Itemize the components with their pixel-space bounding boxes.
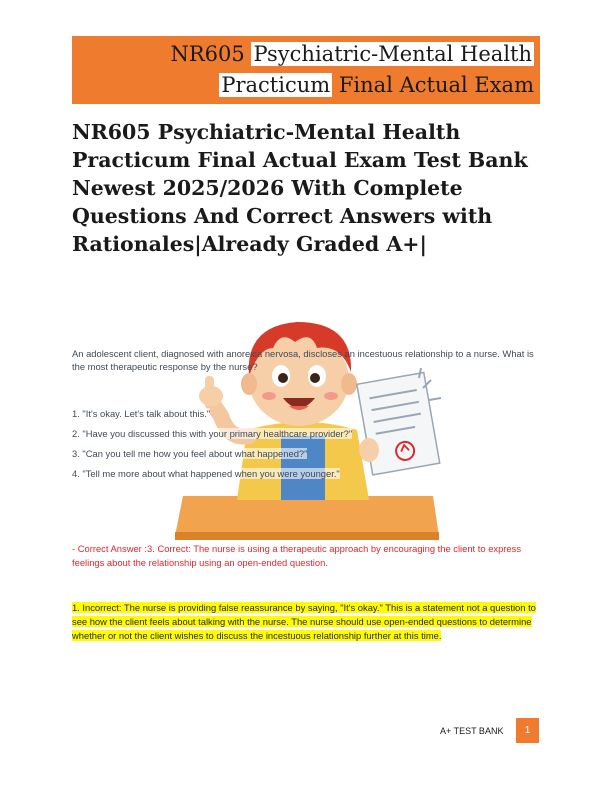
banner-course-name: Psychiatric-Mental Health (253, 42, 532, 66)
option-2: 2. "Have you discussed this with your primary healthcare provider?" (72, 428, 353, 439)
header-banner (72, 36, 540, 104)
option-1: 1. "It's okay. Let's talk about this." (72, 408, 211, 419)
banner-practicum: Practicum (221, 73, 331, 97)
rationale-highlight: 1. Incorrect: The nurse is providing false reassurance by saying, "It's okay." This is a statement not a question to see how the client feels about talking with the nurse. The nurse should use open-ended questions to determine whether or not the client wishes to discuss the incestuous relationship further at this time. (72, 602, 536, 642)
option-4: 4. "Tell me more about what happened when you were younger." (72, 468, 340, 479)
page-number: 1 (516, 718, 539, 743)
banner-exam: Final Actual Exam (338, 73, 534, 97)
document-title: NR605 Psychiatric-Mental Health Practicum Final Actual Exam Test Bank Newest 2025/2026 With Complete Questions And Correct Answers with Rationales|Already Graded A+| (72, 120, 528, 256)
rationale-text (72, 601, 542, 644)
footer-label: A+ TEST BANK (440, 726, 504, 736)
correct-answer: - Correct Answer :3. Correct: The nurse is using a therapeutic approach by encouraging the client to express feelings about the relationship using an open-ended question. (72, 543, 522, 568)
banner-line-1 (171, 41, 535, 68)
banner-course-code: NR605 (170, 42, 245, 66)
banner-line-2 (219, 72, 534, 99)
option-3: 3. "Can you tell me how you feel about what happened?" (72, 448, 308, 459)
answer-options (72, 404, 542, 484)
question-text: An adolescent client, diagnosed with anorexia nervosa, discloses an incestuous relationship to a nurse. What is the most therapeutic response by the nurse? (72, 348, 534, 372)
